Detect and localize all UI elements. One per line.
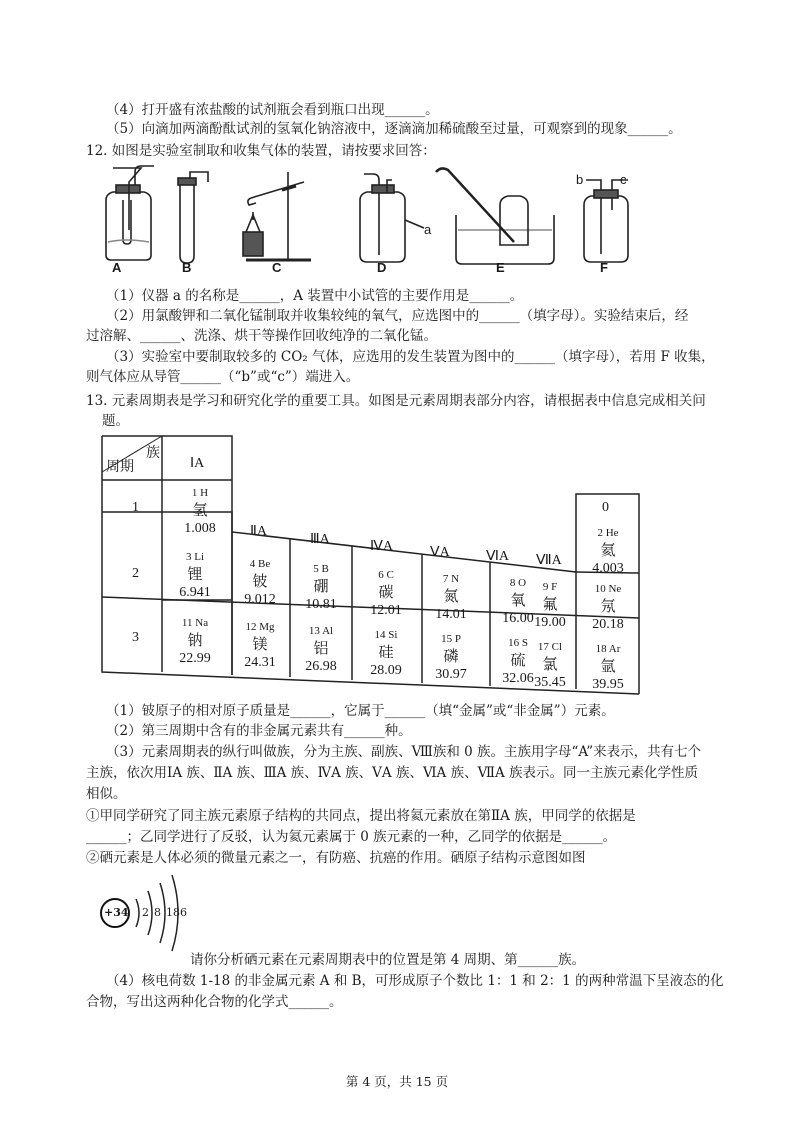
element-mass: 26.98	[305, 659, 337, 674]
label-b: B	[182, 260, 192, 275]
table-header-period: 周期	[106, 460, 134, 475]
element-mass: 10.81	[305, 597, 337, 612]
element-name: 镁	[252, 637, 268, 653]
element-cell	[578, 640, 638, 694]
element-number: 4 Be	[249, 558, 271, 570]
shell-1: 2	[142, 906, 149, 919]
label-instrument-a: a	[424, 222, 432, 237]
period-2: 2	[132, 566, 139, 581]
label-d: D	[377, 260, 387, 275]
element-mass: 4.003	[592, 561, 624, 576]
element-number: 16 S	[508, 637, 528, 649]
element-number: 14 Si	[374, 629, 398, 641]
element-cell	[230, 555, 290, 609]
element-number: 3 Li	[185, 551, 205, 563]
label-tube-c: c	[620, 172, 627, 187]
q12-item2-line1: （2）用氯酸钾和二氧化锰制取并收集较纯的氧气，应选图中的______（填字母）。实验结束后，经	[106, 308, 689, 324]
element-name: 氮	[443, 589, 459, 605]
element-mass: 19.00	[534, 615, 566, 630]
element-mass: 20.18	[592, 617, 624, 632]
element-number: 13 Al	[308, 625, 334, 637]
element-cell	[165, 614, 225, 668]
q13-item2: （2）第三周期中含有的非金属元素共有______种。	[106, 723, 412, 739]
element-name: 铍	[252, 574, 268, 590]
group-viia: ⅦA	[536, 553, 562, 568]
element-name: 钠	[187, 633, 203, 649]
element-number: 15 P	[441, 633, 461, 645]
element-cell	[165, 548, 225, 602]
element-number: 1 H	[191, 487, 209, 499]
element-cell	[356, 566, 416, 620]
label-c: C	[272, 260, 282, 275]
element-mass: 6.941	[179, 585, 211, 600]
element-cell	[356, 626, 416, 680]
element-name: 氟	[542, 597, 558, 613]
element-cell	[520, 578, 580, 632]
shell-4: 6	[180, 906, 187, 919]
q13-sub1-line1: ①甲同学研究了同主族元素原子结构的共同点，提出将氦元素放在第ⅡA 族，甲同学的依据是	[86, 808, 636, 824]
element-mass: 30.97	[435, 667, 467, 682]
apparatus-b	[178, 172, 208, 263]
element-name: 锂	[187, 567, 203, 583]
group-ia: ⅠA	[190, 456, 205, 471]
q13-stem-line1: 13. 元素周期表是学习和研究化学的重要工具。如图是元素周期表部分内容，请根据表中信息完成相关问	[86, 393, 706, 409]
element-number: 2 He	[597, 527, 619, 539]
group-0: 0	[602, 500, 609, 515]
q11-item5: （5）向滴加两滴酚酞试剂的氢氧化钠溶液中，逐滴滴加稀硫酸至过量，可观察到的现象______。	[106, 121, 682, 137]
q12-item3-line1: （3）实验室中要制取较多的 CO₂ 气体，应选用的发生装置为图中的______（填字母），若用 F 收集，	[106, 349, 715, 365]
element-name: 磷	[443, 649, 459, 665]
element-number: 18 Ar	[595, 643, 621, 655]
q13-sub2: ②硒元素是人体必须的微量元素之一，有防癌、抗癌的作用。硒原子结构示意图如图	[86, 850, 586, 866]
element-name: 氧	[510, 593, 526, 609]
element-name: 铝	[313, 641, 329, 657]
table-header-group: 族	[146, 446, 160, 461]
element-number: 7 N	[442, 573, 460, 585]
q13-item3-line1: （3）元素周期表的纵行叫做族，分为主族、副族、Ⅷ族和 0 族。主族用字母“A”来表示，共有七个	[106, 744, 702, 760]
element-name: 硫	[510, 653, 526, 669]
label-a: A	[112, 260, 122, 275]
element-number: 6 C	[378, 569, 394, 581]
group-via: ⅥA	[486, 549, 510, 564]
element-cell	[291, 560, 351, 614]
q12-stem: 12. 如图是实验室制取和收集气体的装置，请按要求回答：	[86, 143, 436, 159]
period-3: 3	[132, 630, 139, 645]
q13-sub1-line2: ______；乙同学进行了反驳，认为氦元素属于 0 族元素的一种，乙同学的依据是______。	[86, 829, 617, 845]
element-mass: 12.01	[370, 603, 402, 618]
element-name: 氦	[600, 543, 616, 559]
element-cell	[421, 570, 481, 624]
shell-2: 8	[154, 906, 161, 919]
element-number: 10 Ne	[594, 583, 622, 595]
q12-item3-line2: 则气体应从导管______（“b”或“c”）端进入。	[86, 369, 360, 385]
label-f: F	[600, 260, 608, 275]
group-iia: ⅡA	[250, 524, 268, 539]
element-name: 氩	[600, 659, 616, 675]
q13-item1: （1）铍原子的相对原子质量是______，它属于______（填“金属”或“非金属”）元素。	[106, 703, 615, 719]
q13-item3-line2: 主族，依次用ⅠA 族、ⅡA 族、ⅢA 族、ⅣA 族、ⅤA 族、ⅥA 族、ⅦA 族表示。同一主族元素化学性质	[86, 765, 699, 781]
element-cell	[170, 484, 230, 538]
element-name: 氖	[600, 599, 616, 615]
q12-item2-line2: 过溶解、______、洗涤、烘干等操作回收纯净的二氧化锰。	[86, 328, 437, 344]
element-name: 硅	[378, 645, 394, 661]
element-name: 碳	[378, 585, 394, 601]
page-footer: 第 4 页，共 15 页	[345, 1074, 449, 1089]
selenium-nucleus: +34	[104, 906, 129, 919]
apparatus-e	[436, 168, 554, 264]
q11-item4: （4）打开盛有浓盐酸的试剂瓶会看到瓶口出现______。	[106, 102, 439, 118]
group-iiia: ⅢA	[310, 532, 330, 547]
element-number: 11 Na	[181, 617, 209, 629]
element-mass: 35.45	[534, 675, 566, 690]
apparatus-a	[106, 166, 154, 260]
element-mass: 22.99	[179, 651, 211, 666]
q13-item4-line2: 合物，写出这两种化合物的化学式______。	[86, 994, 343, 1010]
element-mass: 24.31	[244, 655, 276, 670]
apparatus-d	[360, 174, 424, 262]
element-mass: 32.06	[502, 671, 534, 686]
group-iva: ⅣA	[370, 539, 394, 554]
period-1: 1	[132, 500, 139, 515]
apparatus-figure	[96, 160, 736, 280]
element-name: 氢	[192, 503, 208, 519]
group-va: ⅤA	[430, 545, 450, 560]
element-cell	[421, 630, 481, 684]
element-mass: 39.95	[592, 677, 624, 692]
element-number: 8 O	[509, 577, 527, 589]
element-cell	[520, 638, 580, 692]
q13-stem-line2: 题。	[102, 413, 129, 429]
element-number: 9 F	[542, 581, 558, 593]
shell-3: 18	[166, 906, 180, 919]
element-cell	[291, 622, 351, 676]
element-cell	[578, 580, 638, 634]
q13-sub2-question: 请你分析硒元素在元素周期表中的位置是第 4 周期、第______族。	[190, 952, 586, 968]
element-number: 5 B	[313, 563, 329, 575]
apparatus-f	[584, 180, 628, 262]
element-mass: 16.00	[502, 611, 534, 626]
element-mass: 9.012	[244, 592, 276, 607]
element-cell	[230, 618, 290, 672]
element-name: 氯	[542, 657, 558, 673]
element-number: 17 Cl	[537, 641, 563, 653]
label-tube-b: b	[576, 172, 584, 187]
label-e: E	[496, 260, 505, 275]
q13-item3-line3: 相似。	[86, 786, 127, 802]
q12-item1: （1）仪器 a 的名称是______，A 装置中小试管的主要作用是______。	[106, 288, 524, 304]
apparatus-c	[243, 172, 311, 260]
element-number: 12 Mg	[245, 621, 275, 633]
q13-item4-line1: （4）核电荷数 1-18 的非金属元素 A 和 B，可形成原子个数比 1：1 和 2：1 的两种常温下呈液态的化	[106, 973, 724, 989]
element-mass: 1.008	[184, 521, 216, 536]
element-mass: 14.01	[435, 607, 467, 622]
element-mass: 28.09	[370, 663, 402, 678]
element-cell	[578, 524, 638, 578]
element-name: 硼	[313, 579, 329, 595]
